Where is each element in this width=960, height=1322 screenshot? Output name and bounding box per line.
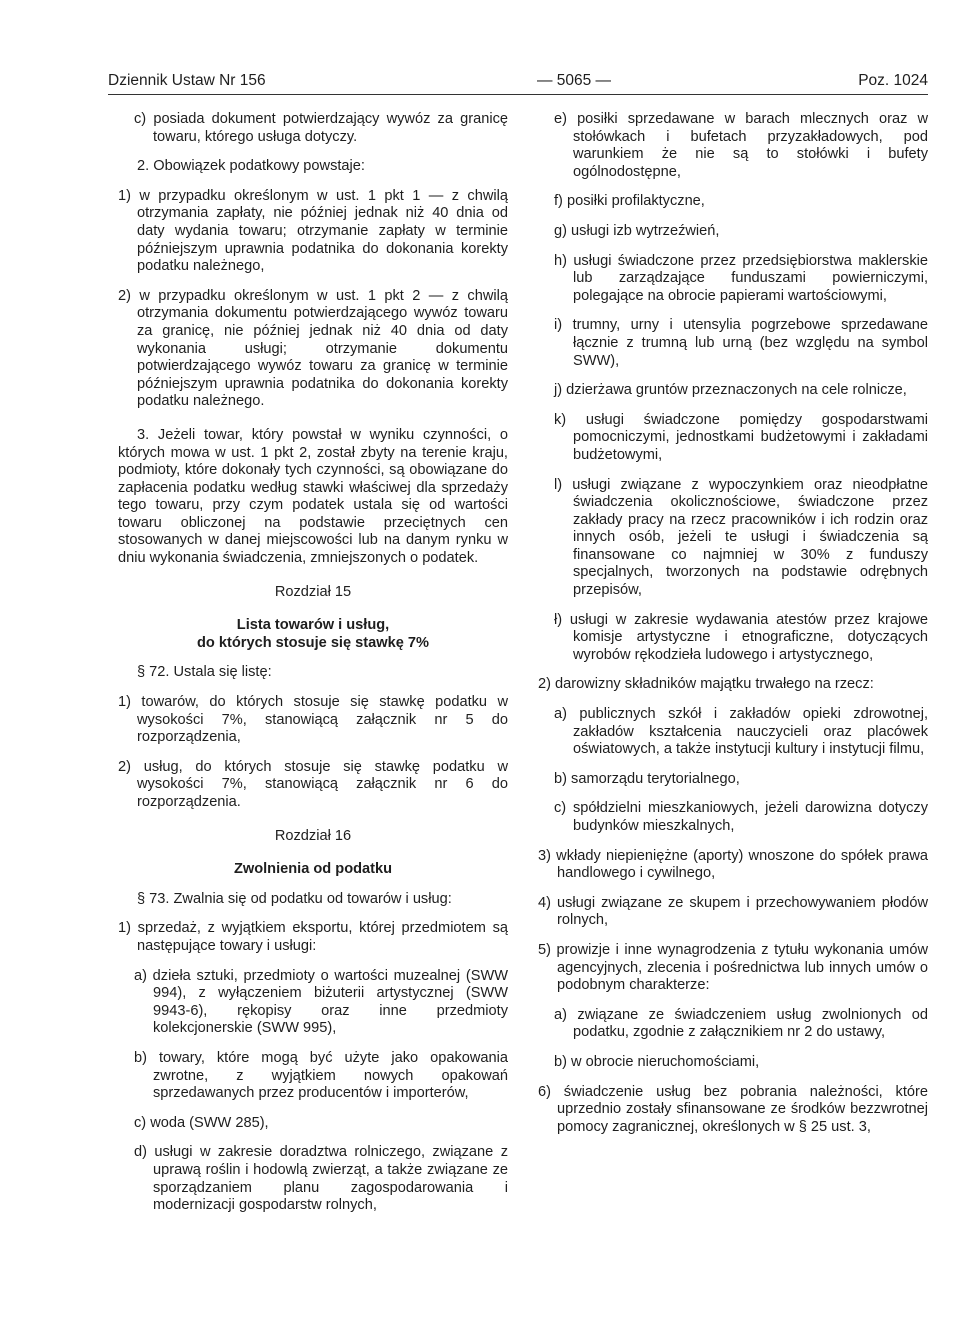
section-73-point-1d: d) usługi w zakresie doradztwa rolniczego, związane z uprawą roślin i hodowlą zwierząt, a także związane ze sporządzaniem planu zagospodarowania i modernizacji gospodarstw rolnych, xyxy=(134,1144,508,1214)
section-73-point-3: 3) wkłady niepieniężne (aporty) wnoszone do spółek prawa handlowego i cywilnego, xyxy=(538,847,928,882)
section-73-point-2: 2) darowizny składników majątku trwałego na rzecz: xyxy=(538,676,874,693)
section-73-point-1e: e) posiłki sprzedawane w barach mlecznych oraz w stołówkach i bufetach przyzakładowych, pod warunkiem że nie są to stołówki i bufety ogólnodostępne, xyxy=(554,111,928,180)
section-73-point-1h: h) usługi świadczone przez przedsiębiorstwa maklerskie lub zarządzające funduszami powierniczymi, polegające na obrocie papierami wartościowymi, xyxy=(554,252,928,304)
section-73-point-1l-stroke: ł) usługi w zakresie wydawania atestów przez krajowe komisje artystyczne i etnograficzne, dotyczących wyrobów rękodzieła ludowego i artystycznego, xyxy=(554,611,928,663)
section-73-point-1j: j) dzierżawa gruntów przeznaczonych na cele rolnicze, xyxy=(554,382,907,399)
section-73-point-2b: b) samorządu terytorialnego, xyxy=(554,770,740,787)
chapter-16-title: Zwolnienia od podatku xyxy=(233,861,393,878)
position-number: Poz. 1024 xyxy=(858,72,928,89)
section-73-point-1l: l) usługi związane z wypoczynkiem oraz nieodpłatne świadczenia okolicznościowe, świadczone przez zakłady pracy na rzecz pracowników i ich rodzin oraz innych osób, jeżeli te usługi i świadczenia są finansowane co najmniej w 30% z funduszy specjalnych, tworzonych na podstawie odrębnych przepisów, xyxy=(554,476,928,599)
paragraph-3: 3. Jeżeli towar, który powstał w wyniku czynności, o których mowa w ust. 1 pkt 2, został zbyty na terenie kraju, podmioty, które dokonały tych czynności, są obowiązane do zapłacenia podatku według stawki właściwej dla sprzedaży tego towaru, przy czym podatek ustala się od wartości towaru obliczonej na podstawie przeciętnych cen stosowanych w danej miejscowości lub na danym rynku w dniu wykonania świadczenia, zmniejszonych o podatek. xyxy=(118,426,508,567)
page-number: — 5065 — xyxy=(536,72,612,89)
header-rule xyxy=(108,94,928,95)
section-73-point-5b: b) w obrocie nieruchomościami, xyxy=(554,1053,760,1070)
section-73-point-1: 1) sprzedaż, z wyjątkiem eksportu, której przedmiotem są następujące towary i usługi: xyxy=(118,920,508,954)
chapter-15-title-line-2: do których stosuje się stawkę 7% xyxy=(197,634,429,651)
section-73-point-2c: c) spółdzielni mieszkaniowych, jeżeli darowizna dotyczy budynków mieszkalnych, xyxy=(554,800,928,834)
section-73-point-5: 5) prowizje i inne wynagrodzenia z tytułu wykonania umów agencyjnych, zlecenia i pośrednictwa lub innych umów o podobnym charakterze: xyxy=(538,941,928,994)
chapter-15-title-line-1: Lista towarów i usług, xyxy=(236,617,390,634)
journal-title: Dziennik Ustaw Nr 156 xyxy=(108,72,266,89)
section-73-point-6: 6) świadczenie usług bez pobrania należności, które uprzednio zostały sfinansowane ze środków bezzwrotnej pomocy zagranicznej, określonych w § 25 ust. 3, xyxy=(538,1083,928,1135)
chapter-16-heading: Rozdział 16 xyxy=(274,827,352,844)
right-column xyxy=(538,111,928,1136)
section-73-point-1f: f) posiłki profilaktyczne, xyxy=(554,193,705,210)
chapter-15-heading: Rozdział 15 xyxy=(274,583,352,600)
point-2-1: 1) w przypadku określonym w ust. 1 pkt 1 — z chwilą otrzymania zapłaty, nie później jednak niż 40 dnia od daty wydania towaru; otrzymanie zapłaty w terminie późniejszym uprawnia podatnika do dokonania korekty podatku należnego, xyxy=(118,187,508,275)
section-72-point-2: 2) usług, do których stosuje się stawkę podatku w wysokości 7%, stanowiącą załącznik nr 6 do rozporządzenia. xyxy=(118,758,508,810)
section-73-point-1i: i) trumny, urny i utensylia pogrzebowe sprzedawane łącznie z trumną lub urną (bez względu na symbol SWW), xyxy=(554,317,928,369)
section-73-point-1b: b) towary, które mogą być użyte jako opakowania zwrotne, z wyjątkiem nowych opakowań sprzedawanych przez producentów i importerów, xyxy=(134,1049,508,1102)
paragraph-1c: c) posiada dokument potwierdzający wywóz za granicę towaru, którego usługa dotyczy. xyxy=(134,111,508,145)
page-header xyxy=(108,72,928,92)
section-73-point-4: 4) usługi związane ze skupem i przechowywaniem płodów rolnych, xyxy=(538,894,928,929)
section-73-point-1g: g) usługi izb wytrzeźwień, xyxy=(554,222,720,239)
point-2-2: 2) w przypadku określonym w ust. 1 pkt 2 — z chwilą otrzymania dokumentu potwierdzającego wywóz towaru za granicę, nie później jednak niż 40 dnia od daty wykonania usługi; otrzymanie dokumentu potwierdzającego wywóz towaru za granicę w terminie późniejszym uprawnia podatnika do dokonania korekty podatku należnego. xyxy=(118,287,508,410)
section-73-point-1a: a) dzieła sztuki, przedmioty o wartości muzealnej (SWW 994), z wyłączeniem biżuterii artystycznej (SWW 9943-6), rękopisy oraz inne przedmioty kolekcjonerskie (SWW 995), xyxy=(134,967,508,1037)
section-72: § 72. Ustala się listę: xyxy=(137,664,272,681)
left-column xyxy=(118,111,508,1215)
section-73-point-2a: a) publicznych szkół i zakładów opieki zdrowotnej, zakładów kształcenia nauczycieli oraz placówek oświatowych, a także instytucji kultury i instytucji filmu, xyxy=(554,706,928,758)
section-73-point-1c: c) woda (SWW 285), xyxy=(134,1114,269,1131)
paragraph-2: 2. Obowiązek podatkowy powstaje: xyxy=(137,158,365,175)
section-72-point-1: 1) towarów, do których stosuje się stawkę podatku w wysokości 7%, stanowiącą załącznik nr 5 do rozporządzenia, xyxy=(118,694,508,746)
section-73-point-5a: a) związane ze świadczeniem usług zwolnionych od podatku, zgodnie z załącznikiem nr 2 do ustawy, xyxy=(554,1006,928,1041)
section-73-point-1k: k) usługi świadczone pomiędzy gospodarstwami pomocniczymi, jednostkami budżetowymi i zakładami budżetowymi, xyxy=(554,411,928,463)
section-73: § 73. Zwalnia się od podatku od towarów i usług: xyxy=(137,890,452,907)
